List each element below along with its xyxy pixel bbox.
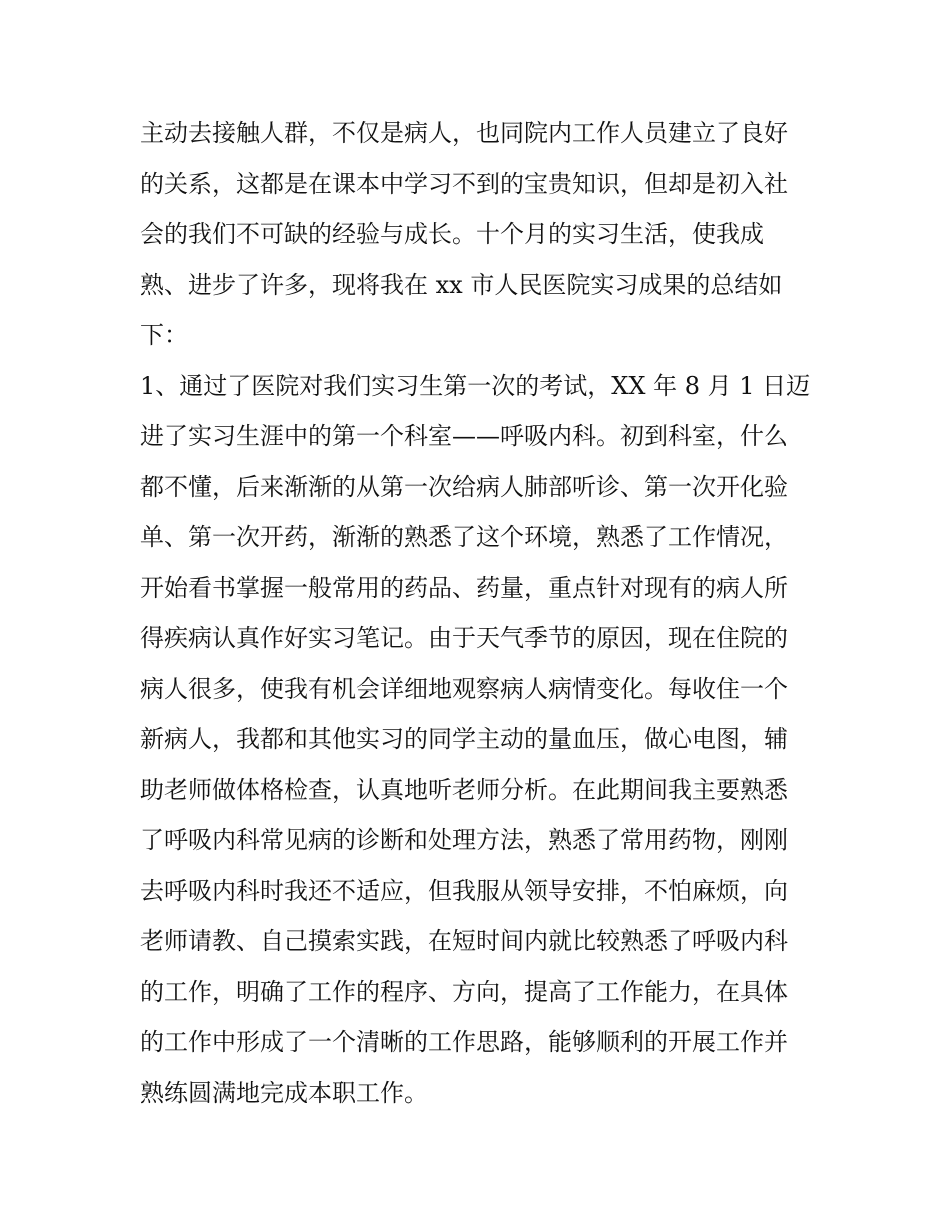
text-line: 单、第一次开药，渐渐的熟悉了这个环境，熟悉了工作情况， [140,523,788,551]
document-body [140,108,820,1118]
text-line: 进了实习生涯中的第一个科室——呼吸内科。初到科室，什么 [140,422,788,450]
text-line: 病人很多，使我有机会详细地观察病人病情变化。每收住一个 [140,674,788,703]
text-line: 都不懂，后来渐渐的从第一次给病人肺部听诊、第一次开化验 [140,472,788,501]
text-line: 熟、进步了许多，现将我在 xx 市人民医院实习成果的总结如 [140,270,783,299]
text-line: 得疾病认真作好实习笔记。由于天气季节的原因，现在住院的 [140,624,788,652]
text-line: 助老师做体格检查，认真地听老师分析。在此期间我主要熟悉 [140,775,788,804]
text-line: 了呼吸内科常见病的诊断和处理方法，熟悉了常用药物，刚刚 [140,826,788,854]
text-line: 的关系，这都是在课本中学习不到的宝贵知识，但却是初入社 [140,169,788,198]
text-line: 主动去接触人群，不仅是病人，也同院内工作人员建立了良好 [140,119,788,147]
text-line: 的工作，明确了工作的程序、方向，提高了工作能力，在具体 [140,977,788,1006]
text-line: 下： [140,321,188,349]
text-line: 会的我们不可缺的经验与成长。十个月的实习生活，使我成 [140,220,764,248]
text-line: 去呼吸内科时我还不适应，但我服从领导安排，不怕麻烦，向 [140,876,788,905]
text-line: 熟练圆满地完成本职工作。 [140,1078,428,1107]
paragraph-internship-summary [140,108,820,361]
text-line: 1、通过了医院对我们实习生第一次的考试，XX 年 8 月 1 日迈 [140,371,811,400]
paragraph-respiratory-department [140,361,820,1119]
text-line: 的工作中形成了一个清晰的工作思路，能够顺利的开展工作并 [140,1028,788,1056]
text-line: 开始看书掌握一般常用的药品、药量，重点针对现有的病人所 [140,573,788,602]
text-line: 老师请教、自己摸索实践，在短时间内就比较熟悉了呼吸内科 [140,927,788,955]
text-line: 新病人，我都和其他实习的同学主动的量血压，做心电图，辅 [140,725,788,753]
